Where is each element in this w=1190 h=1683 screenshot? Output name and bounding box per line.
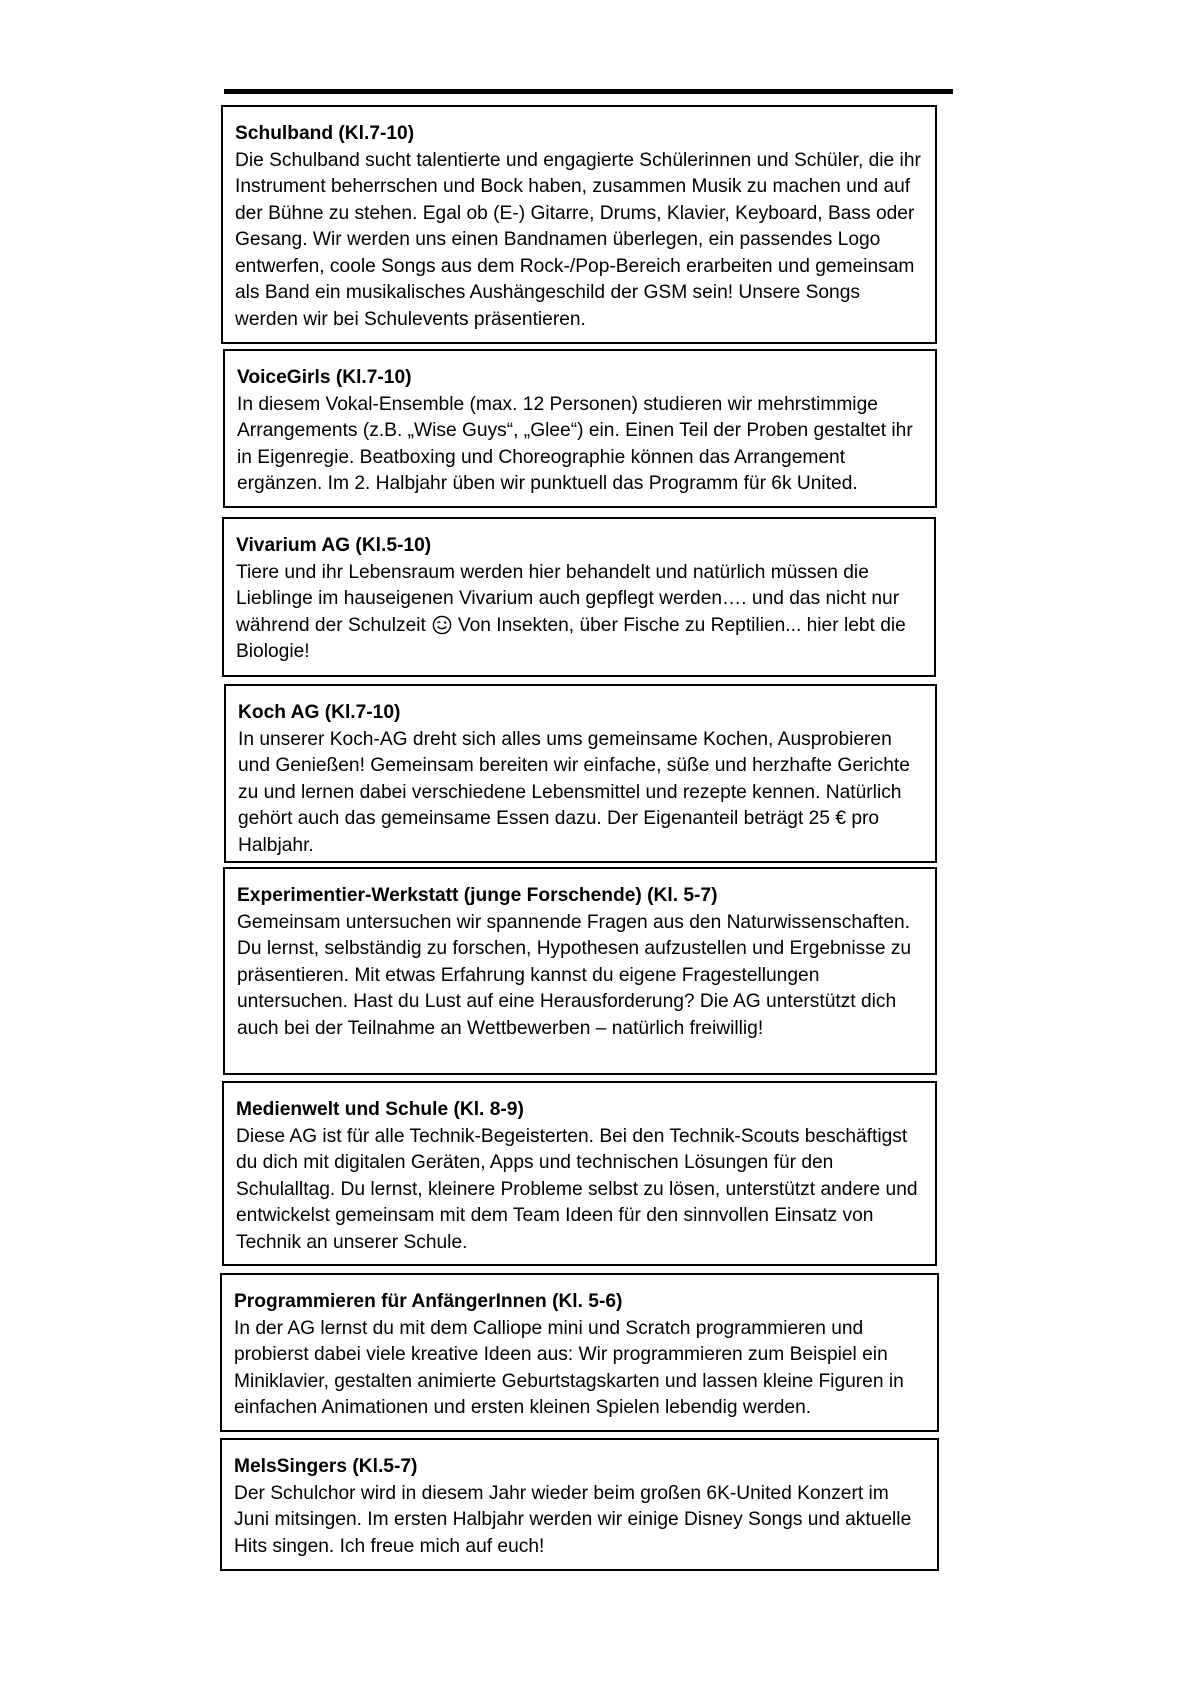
section-title: Experimentier-Werkstatt (junge Forschende) (Kl. 5-7) [237,885,718,906]
section-text: Diese AG ist für alle Technik-Begeisterten. Bei den Technik-Scouts beschäftigst du dich mit digitalen Geräten, Apps und technischen Lösungen für den Schulalltag. Du lernst, kleinere Probleme selbst zu lösen, unterstützt andere und entwickelst gemeinsam mit dem Team Ideen für den sinnvollen Einsatz von Technik an unserer Schule. [236,1125,918,1253]
section-text: In unserer Koch-AG dreht sich alles ums gemeinsame Kochen, Ausprobieren und Genießen! Gemeinsam bereiten wir einfache, süße und herzhafte Gerichte zu und lernen dabei verschiedene Lebensmittel und rezepte kennen. Natürlich gehört auch das gemeinsame Essen dazu. Der Eigenanteil beträgt 25 € pro Halbjahr. [238,728,910,856]
section-title: Programmieren für AnfängerInnen (Kl. 5-6) [234,1291,623,1312]
section-text: In diesem Vokal-Ensemble (max. 12 Personen) studieren wir mehrstimmige Arrangements (z.B. „Wise Guys“, „Glee“) ein. Einen Teil der Proben gestaltet ihr in Eigenregie. Beatboxing und Choreographie können das Arrangement ergänzen. Im 2. Halbjahr üben wir punktuell das Programm für 6k United. [237,393,913,494]
section-experimentier-werkstatt [223,867,937,1075]
section-title: Schulband (Kl.7-10) [235,123,415,144]
section-text: Gemeinsam untersuchen wir spannende Fragen aus den Naturwissenschaften. Du lernst, selbständig zu forschen, Hypothesen aufzustellen und Ergebnisse zu präsentieren. Mit etwas Erfahrung kannst du eigene Fragestellungen untersuchen. Hast du Lust auf eine Herausforderung? Die AG unterstützt dich auch bei der Teilnahme an Wettbewerben – natürlich freiwillig! [237,911,912,1039]
section-voicegirls [223,349,937,508]
section-text: In der AG lernst du mit dem Calliope mini und Scratch programmieren und probierst dabei viele kreative Ideen aus: Wir programmieren zum Beispiel ein Miniklavier, gestalten animierte Geburtstagskarten und lassen kleine Figuren in einfachen Animationen und ersten kleinen Spielen lebendig werden. [234,1317,904,1418]
top-rule [224,89,953,94]
section-text: Tiere und ihr Lebensraum werden hier behandelt und natürlich müssen die Lieblinge im hauseigenen Vivarium auch gepflegt werden…. und das nicht nur während der Schulzeit Von Insekten, über Fische zu Reptilien... hier lebt die Biologie! [236,561,906,662]
section-text: Der Schulchor wird in diesem Jahr wieder beim großen 6K-United Konzert im Juni mitsingen. Im ersten Halbjahr werden wir einige Disney Songs und aktuelle Hits singen. Ich freue mich auf euch! [234,1482,912,1557]
section-programmieren [220,1273,939,1432]
wink-smiley-icon [432,615,452,635]
section-title: MelsSingers (Kl.5-7) [234,1456,418,1477]
section-vivarium [222,517,936,677]
section-medienwelt [222,1081,937,1266]
section-title: VoiceGirls (Kl.7-10) [237,367,412,388]
section-title: Medienwelt und Schule (Kl. 8-9) [236,1099,524,1120]
section-melssingers [220,1438,939,1571]
section-koch-ag [224,684,937,863]
section-title: Vivarium AG (Kl.5-10) [236,535,432,556]
section-schulband [221,105,937,344]
section-text: Die Schulband sucht talentierte und engagierte Schülerinnen und Schüler, die ihr Instrument beherrschen und Bock haben, zusammen Musik zu machen und auf der Bühne zu stehen. Egal ob (E-) Gitarre, Drums, Klavier, Keyboard, Bass oder Gesang. Wir werden uns einen Bandnamen überlegen, ein passendes Logo entwerfen, coole Songs aus dem Rock-/Pop-Bereich erarbeiten und gemeinsam als Band ein musikalisches Aushängeschild der GSM sein! Unsere Songs werden wir bei Schulevents präsentieren. [235,149,921,330]
section-title: Koch AG (Kl.7-10) [238,702,401,723]
